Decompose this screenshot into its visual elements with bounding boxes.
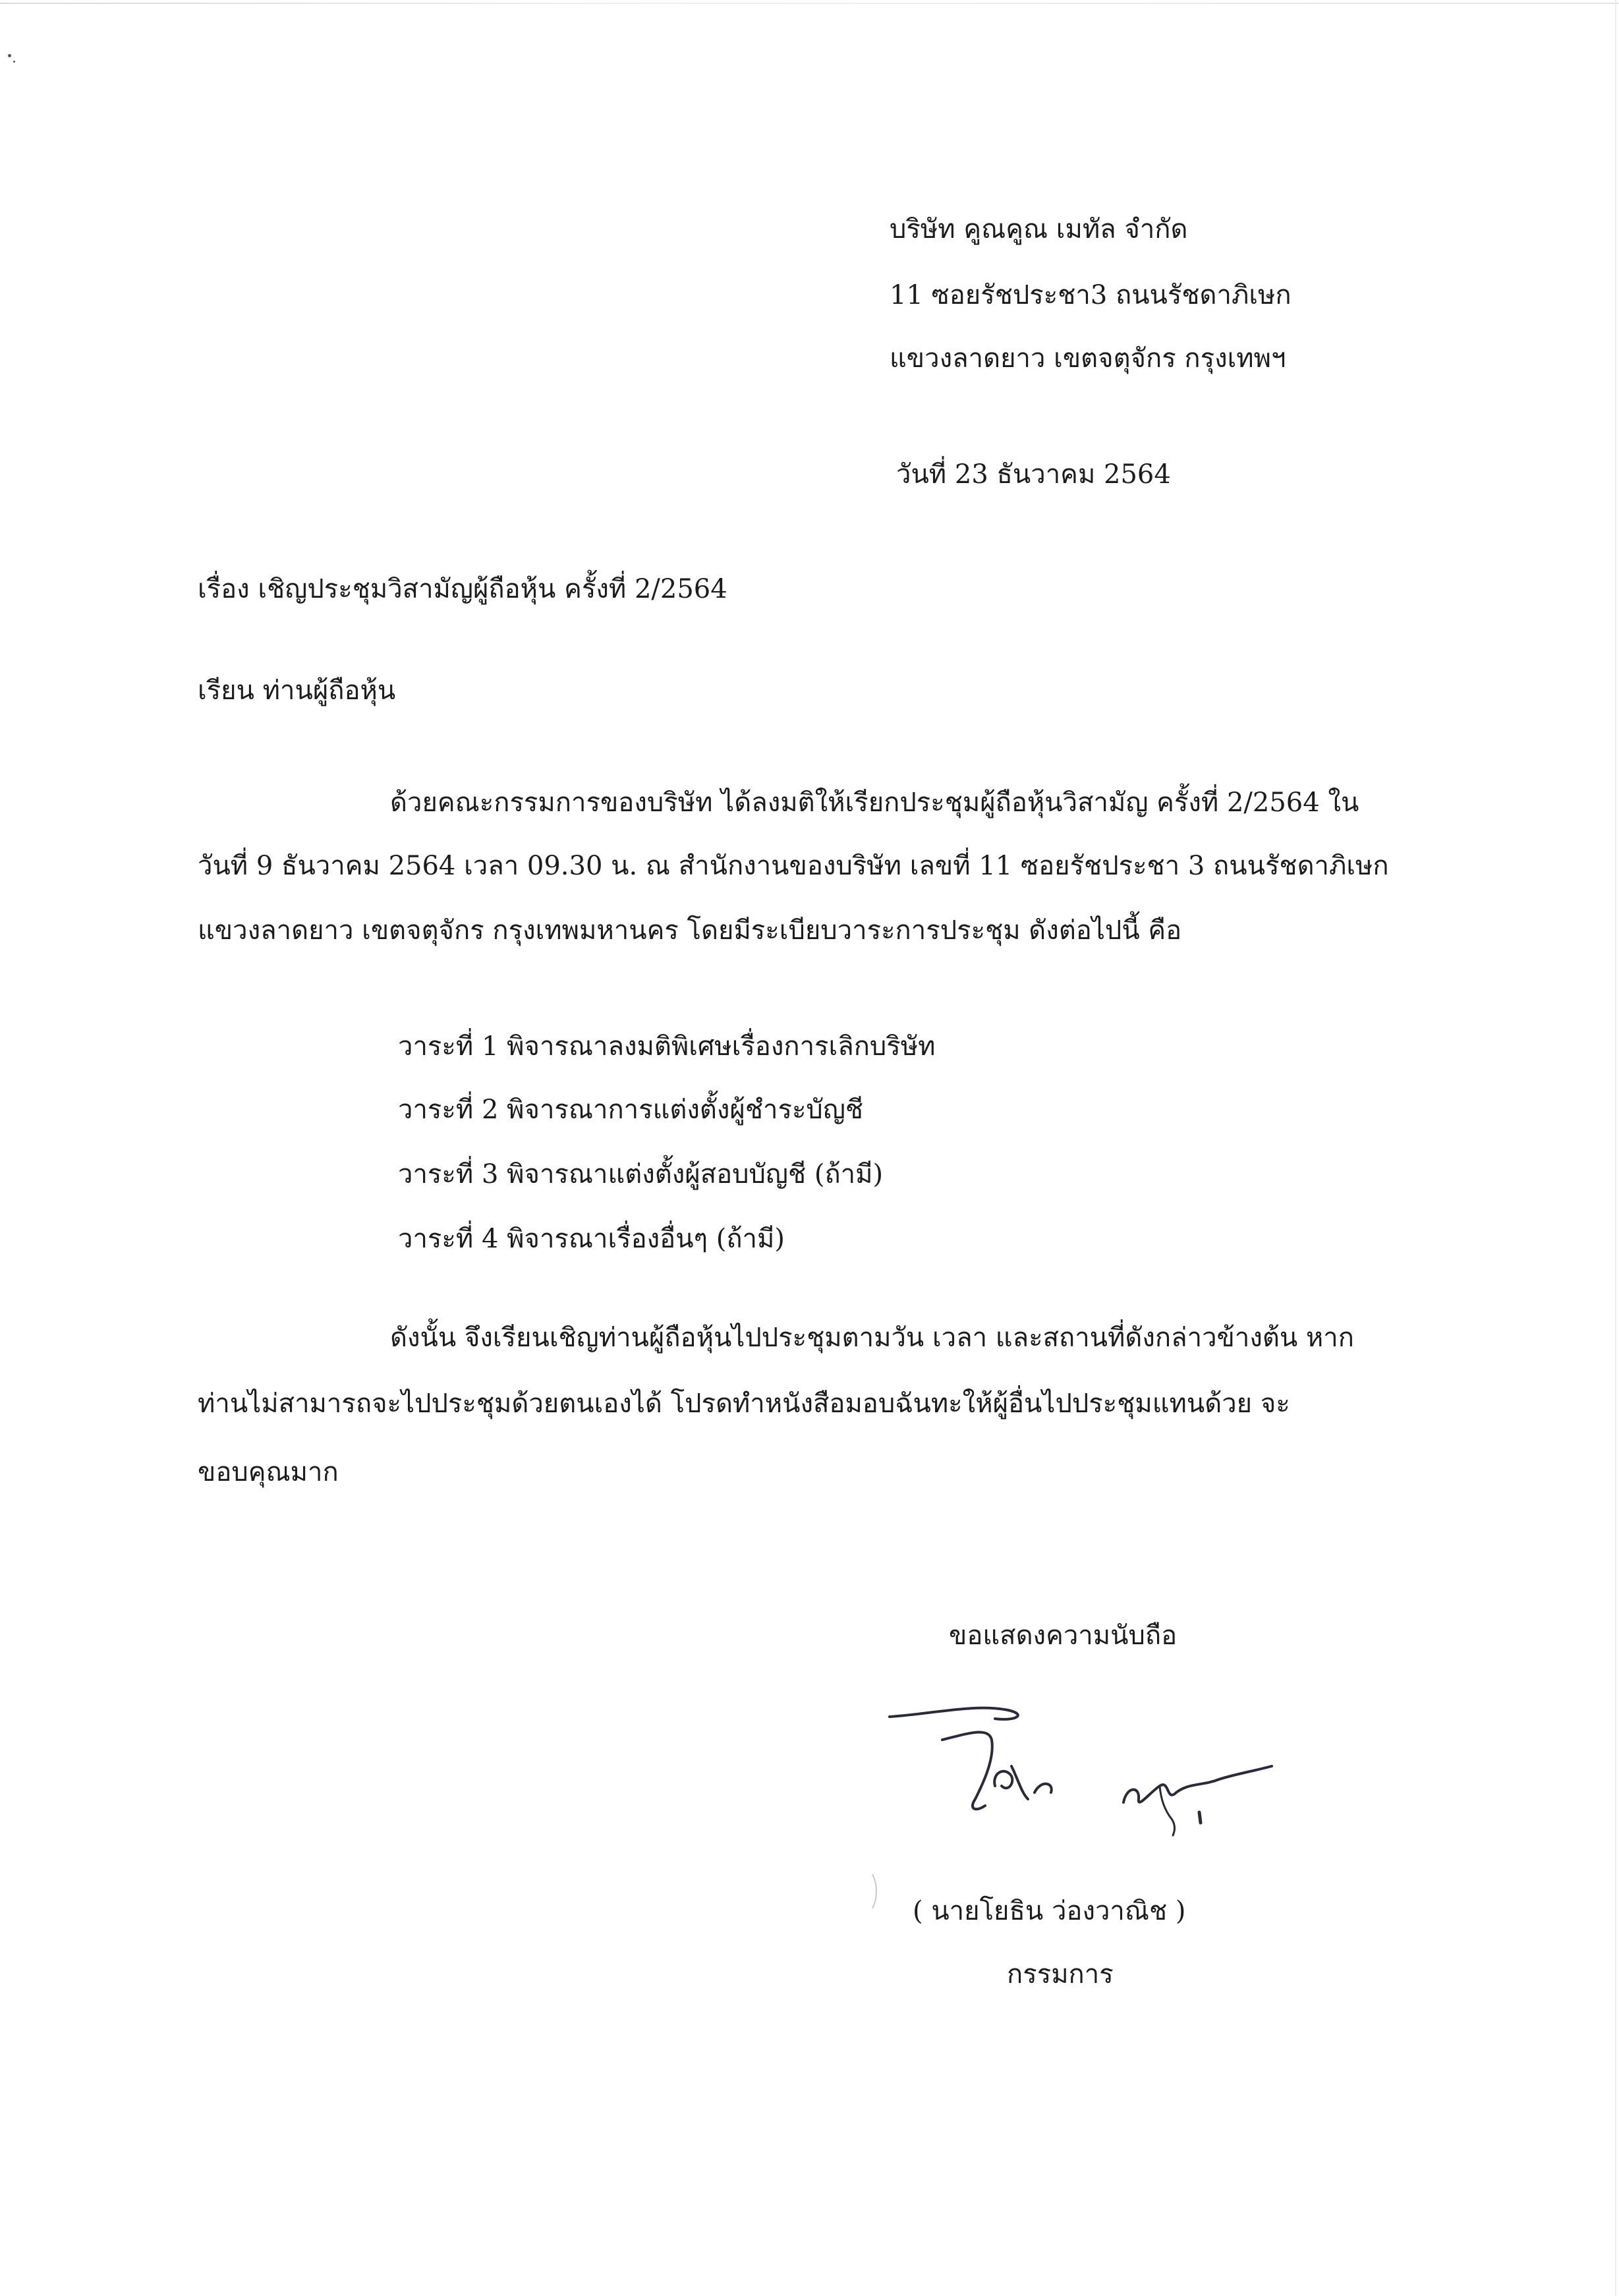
paragraph2-line3: ขอบคุณมาก: [198, 1457, 339, 1487]
agenda-item: วาระที่ 3 พิจารณาแต่งตั้งผู้สอบบัญชี (ถ้ามี): [398, 1159, 884, 1190]
paragraph1-line3: แขวงลาดยาว เขตจตุจักร กรุงเทพมหานคร โดยมีระเบียบวาระการประชุม ดังต่อไปนี้ คือ: [198, 915, 1182, 946]
paragraph1-line1: ด้วยคณะกรรมการของบริษัท ได้ลงมติให้เรียกประชุมผู้ถือหุ้นวิสามัญ ครั้งที่ 2/2564 ใน: [390, 788, 1359, 818]
letter-date: วันที่ 23 ธันวาคม 2564: [896, 459, 1171, 490]
letter-subject: เรื่อง เชิญประชุมวิสามัญผู้ถือหุ้น ครั้งที่ 2/2564: [198, 574, 727, 604]
scan-edge-right: [1615, 0, 1616, 2296]
signatory-name: ( นายโยธิน ว่องวาณิช ): [913, 1896, 1186, 1926]
agenda-item: วาระที่ 4 พิจารณาเรื่องอื่นๆ (ถ้ามี): [398, 1224, 785, 1254]
pen-mark: [868, 1872, 882, 1911]
paragraph1-line2: วันที่ 9 ธันวาคม 2564 เวลา 09.30 น. ณ สำนักงานของบริษัท เลขที่ 11 ซอยรัชประชา 3 ถนนรัชดาภิเษก: [198, 851, 1389, 881]
paragraph2-line1: ดังนั้น จึงเรียนเชิญท่านผู้ถือหุ้นไปประชุมตามวัน เวลา และสถานที่ดังกล่าวข้างต้น หาก: [390, 1323, 1354, 1353]
sender-company: บริษัท คูณคูณ เมทัล จำกัด: [890, 214, 1188, 244]
signatory-title: กรรมการ: [1007, 1959, 1114, 1990]
agenda-item: วาระที่ 1 พิจารณาลงมติพิเศษเรื่องการเลิกบริษัท: [398, 1031, 936, 1062]
handwritten-signature: [876, 1687, 1324, 1839]
scan-speck: [8, 54, 11, 57]
sender-address-line1: 11 ซอยรัชประชา3 ถนนรัชดาภิเษก: [890, 280, 1292, 310]
closing-phrase: ขอแสดงความนับถือ: [949, 1621, 1178, 1651]
paragraph2-line2: ท่านไม่สามารถจะไปประชุมด้วยตนเองได้ โปรดทำหนังสือมอบฉันทะให้ผู้อื่นไปประชุมแทนด้วย จะ: [198, 1389, 1290, 1419]
letter-salutation: เรียน ท่านผู้ถือหุ้น: [198, 675, 396, 706]
scan-edge-top: [0, 3, 1619, 4]
agenda-item: วาระที่ 2 พิจารณาการแต่งตั้งผู้ชำระบัญชี: [398, 1095, 864, 1125]
scan-speck: [13, 61, 15, 63]
sender-address-line2: แขวงลาดยาว เขตจตุจักร กรุงเทพฯ: [890, 343, 1286, 374]
